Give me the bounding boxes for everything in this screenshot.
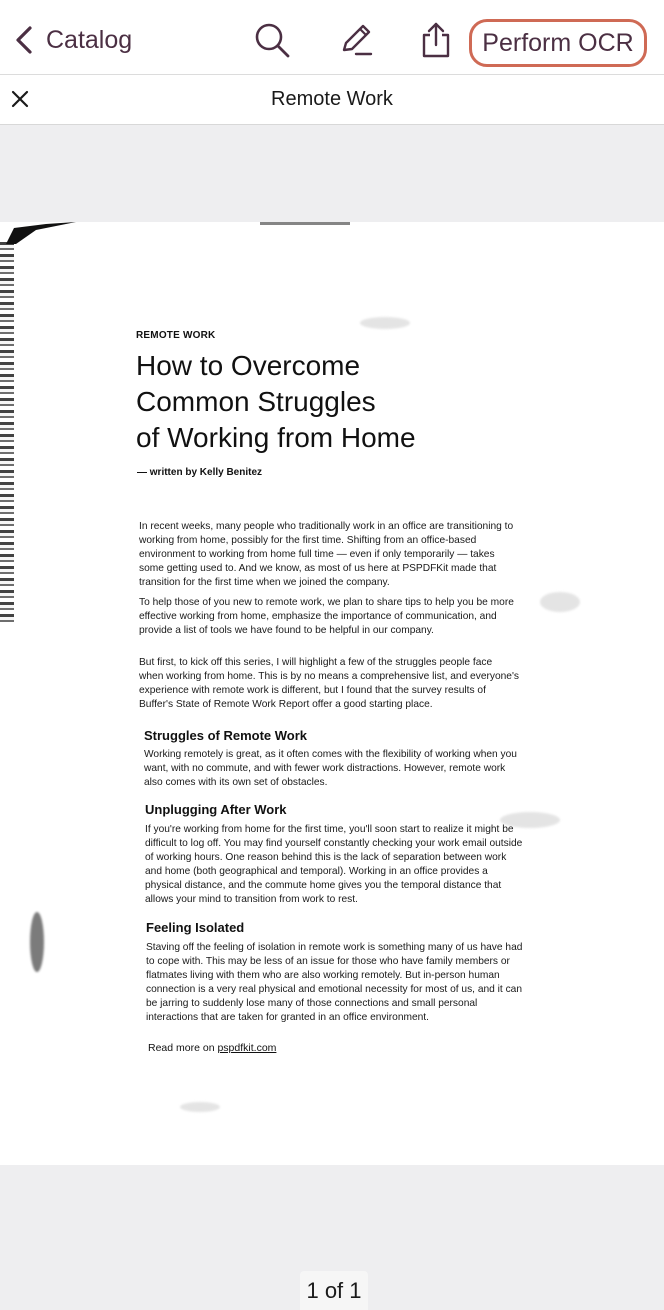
read-more-line xyxy=(148,1042,276,1054)
intro-paragraph: To help those of you new to remote work, we plan to share tips to help you be more effective working from home, emphasize the importance of communication, and provide a list of tools we have found to be helpful in our company. xyxy=(139,597,514,636)
navigation-bar xyxy=(0,0,664,75)
section-heading: Unplugging After Work xyxy=(145,802,287,817)
scan-smudge xyxy=(180,1102,220,1112)
scan-smudge xyxy=(30,912,44,972)
document-title-bar xyxy=(0,75,664,125)
headline-line: of Working from Home xyxy=(136,422,416,453)
chevron-left-icon xyxy=(12,25,38,55)
pencil-icon[interactable] xyxy=(336,20,376,60)
scan-smudge xyxy=(360,317,410,329)
read-more-link[interactable]: pspdfkit.com xyxy=(217,1042,277,1054)
share-icon[interactable] xyxy=(416,20,456,60)
back-button[interactable] xyxy=(12,18,132,62)
article-headline xyxy=(136,348,536,456)
section-heading: Struggles of Remote Work xyxy=(144,728,308,743)
intro-paragraph: But first, to kick off this series, I will highlight a few of the struggles people face when working from home. This is by no means a comprehensive list, and everyone's experience with remote work is different, but I found that the survey results of Buffer's State of Remote Work Report offer a good starting place. xyxy=(139,657,520,710)
intro-paragraph: In recent weeks, many people who traditionally work in an office are transitioning to working from home, possibly for the first time. Shifting from an office-based environment to working from home full time — even if only temporarily — takes some getting used to. And we know, as most of us here at PSPDFKit made that transition for the first time when we joined the company. xyxy=(139,521,514,588)
section-heading: Feeling Isolated xyxy=(146,920,245,935)
read-more-prefix: Read more on xyxy=(148,1042,218,1054)
section-paragraph: Working remotely is great, as it often comes with the flexibility of working when you want, with no commute, and with fewer work distractions. However, remote work also comes with its own set of obstacles. xyxy=(144,749,517,788)
section-paragraph: Staving off the feeling of isolation in remote work is something many of us have had to cope with. This may be less of an issue for those who have family members or flatmates living with them who are also working remotely. But in-person human connection is a very real physical and emotional necessity for most of us, and it can be jarring to suddenly lose many of those connections and small personal interactions that are taken for granted in an office environment. xyxy=(146,942,523,1023)
section-paragraph: If you're working from home for the first time, you'll soon start to realize it might be difficult to log off. You may find yourself constantly checking your work email outside of working hours. One reason behind this is the lack of separation between work and home (both geographical and temporal). Working in an office provides a physical distance, and the commute home gives you the temporal distance that allows your mind to transition from work to rest. xyxy=(145,824,523,905)
perform-ocr-button[interactable]: Perform OCR xyxy=(469,19,647,67)
scan-smudge xyxy=(540,592,580,612)
back-button-label: Catalog xyxy=(46,25,133,54)
document-page[interactable] xyxy=(0,222,664,1165)
scan-corner-artifact xyxy=(6,222,76,244)
scan-edge-artifact xyxy=(0,242,14,622)
document-title: Remote Work xyxy=(271,88,393,110)
headline-line: How to Overcome xyxy=(136,350,361,381)
headline-line: Common Struggles xyxy=(136,386,376,417)
page-indicator: 1 of 1 xyxy=(300,1271,368,1310)
scan-top-shadow xyxy=(260,222,350,225)
article-kicker: REMOTE WORK xyxy=(136,330,216,341)
search-icon[interactable] xyxy=(252,20,292,60)
article-byline: — written by Kelly Benitez xyxy=(137,467,263,478)
